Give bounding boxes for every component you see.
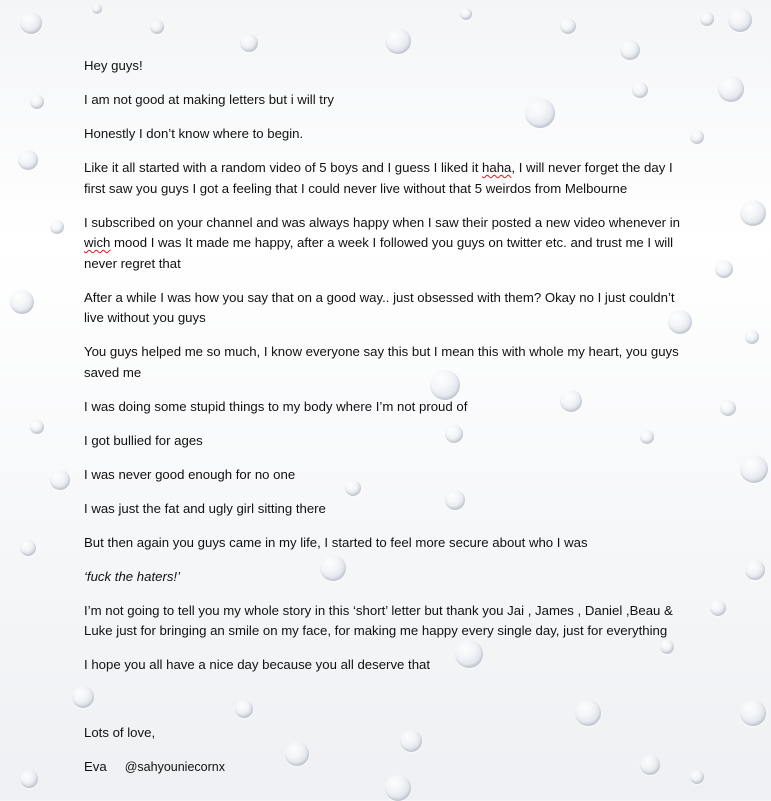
paragraph-quote: ‘fuck the haters!’ bbox=[84, 568, 181, 584]
letter-greeting: Hey guys! bbox=[84, 58, 143, 73]
paragraph-3: Like it all started with a random video of 5 boys and I guess I liked it haha, I will never forget the day I first saw you guys I got a feeling that I could never live without that 5 weirdos from Melbourne bbox=[84, 160, 673, 196]
signature-handle: @sahyouniecornx bbox=[124, 760, 225, 774]
paragraph-1: I am not good at making letters but i will try bbox=[84, 92, 334, 107]
paragraph-5: After a while I was how you say that on a good way.. just obsessed with them? Okay no I just couldn’t live without you guys bbox=[84, 289, 675, 325]
signature-line bbox=[84, 757, 696, 778]
letter-closing: Lots of love, bbox=[84, 725, 156, 740]
letter-body bbox=[84, 56, 696, 791]
paragraph-2: Honestly I don’t know where to begin. bbox=[84, 126, 304, 141]
paragraph-9: I was never good enough for no one bbox=[84, 466, 296, 482]
paragraph-10: I was just the fat and ugly girl sitting there bbox=[84, 500, 326, 516]
paragraph-4: I subscribed on your channel and was always happy when I saw their posted a new video whenever in wich mood I was It made me happy, after a week I followed you guys on twitter etc. and trust me I will never regret that bbox=[84, 214, 680, 271]
paragraph-8: I got bullied for ages bbox=[84, 432, 203, 448]
paragraph-14: I hope you all have a nice day because you all deserve that bbox=[84, 657, 431, 672]
paragraph-11: But then again you guys came in my life, I started to feel more secure about who I was bbox=[84, 534, 588, 550]
paragraph-6: You guys helped me so much, I know everyone say this but I mean this with whole my heart, you guys saved me bbox=[84, 344, 679, 380]
signature-name: Eva bbox=[84, 759, 107, 774]
paragraph-13: I’m not going to tell you my whole story in this ‘short’ letter but thank you Jai , James , Daniel ,Beau & Luke just for bringing an smile on my face, for making me happy every single day, just for everything bbox=[84, 602, 673, 638]
paragraph-7: I was doing some stupid things to my body where I’m not proud of bbox=[84, 398, 468, 414]
